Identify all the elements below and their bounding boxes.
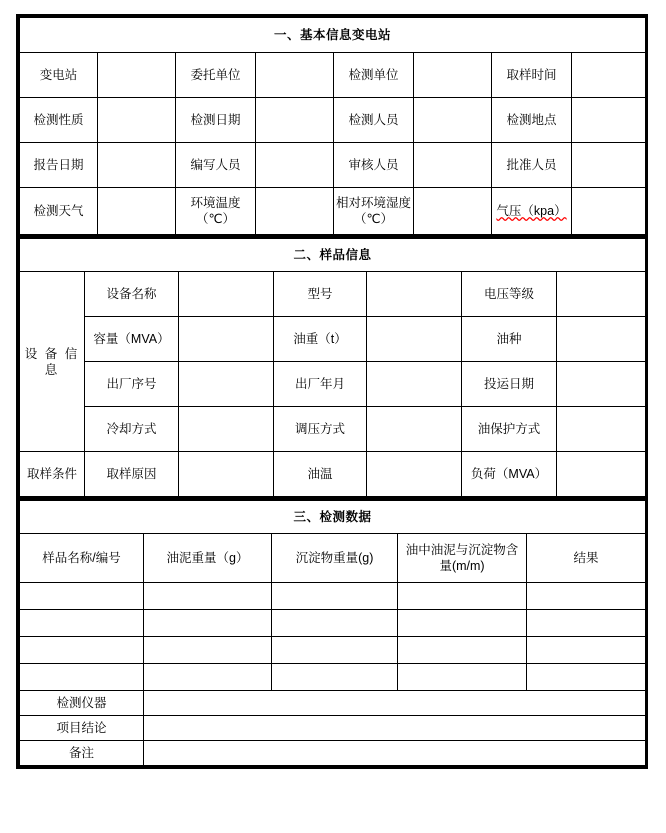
field-value-client-unit[interactable] — [256, 53, 334, 98]
field-value-reviewer[interactable] — [414, 143, 492, 188]
field-label-sampling-reason: 取样原因 — [85, 452, 179, 497]
section-basic-info — [19, 17, 645, 238]
table-row — [20, 637, 646, 664]
field-label-test-nature: 检测性质 — [20, 98, 98, 143]
field-label-writer: 编写人员 — [176, 143, 256, 188]
table-row — [20, 664, 646, 691]
column-header-result: 结果 — [527, 534, 646, 583]
cell-sample-name[interactable] — [20, 583, 144, 610]
sample-info-table — [19, 238, 646, 497]
table-row — [20, 452, 646, 497]
field-label-test-instrument: 检测仪器 — [20, 691, 144, 716]
field-value-substation[interactable] — [98, 53, 176, 98]
field-label-load: 负荷（MVA） — [462, 452, 557, 497]
field-label-reviewer: 审核人员 — [334, 143, 414, 188]
field-label-approver: 批准人员 — [492, 143, 572, 188]
field-label-commission-date: 投运日期 — [462, 362, 557, 407]
field-value-report-date[interactable] — [98, 143, 176, 188]
field-label-voltage-level: 电压等级 — [462, 272, 557, 317]
column-header-sediment-weight: 沉淀物重量(g) — [272, 534, 398, 583]
field-value-factory-serial[interactable] — [179, 362, 274, 407]
table-row — [20, 362, 646, 407]
cell-sample-name[interactable] — [20, 637, 144, 664]
field-value-manufacture-date[interactable] — [367, 362, 462, 407]
field-label-voltage-regulation: 调压方式 — [274, 407, 367, 452]
field-label-client-unit: 委托单位 — [176, 53, 256, 98]
field-label-report-date: 报告日期 — [20, 143, 98, 188]
field-label-testing-unit: 检测单位 — [334, 53, 414, 98]
field-label-relative-humidity: 相对环境湿度（℃） — [334, 188, 414, 235]
field-value-project-conclusion[interactable] — [144, 716, 646, 741]
field-value-air-pressure[interactable] — [572, 188, 646, 235]
field-label-oil-type: 油种 — [462, 317, 557, 362]
field-value-sampling-reason[interactable] — [179, 452, 274, 497]
cell-sample-name[interactable] — [20, 664, 144, 691]
field-value-approver[interactable] — [572, 143, 646, 188]
cell-result[interactable] — [527, 637, 646, 664]
cell-result[interactable] — [527, 610, 646, 637]
group-label-equipment-info: 设 备 信 息 — [20, 272, 85, 452]
column-header-sample-name: 样品名称/编号 — [20, 534, 144, 583]
table-header-row — [20, 534, 646, 583]
cell-sludge-weight[interactable] — [144, 610, 272, 637]
field-label-equipment-name: 设备名称 — [85, 272, 179, 317]
column-header-sludge-sediment-content: 油中油泥与沉淀物含量(m/m) — [398, 534, 527, 583]
field-value-equipment-name[interactable] — [179, 272, 274, 317]
cell-sediment-weight[interactable] — [272, 610, 398, 637]
table-row — [20, 741, 646, 766]
field-value-voltage-regulation[interactable] — [367, 407, 462, 452]
field-value-oil-temperature[interactable] — [367, 452, 462, 497]
field-value-commission-date[interactable] — [557, 362, 646, 407]
table-row — [20, 143, 646, 188]
section-heading-basic-info: 一、基本信息变电站 — [20, 18, 646, 53]
field-value-ambient-temperature[interactable] — [256, 188, 334, 235]
basic-info-table — [19, 17, 646, 235]
group-label-sampling-conditions: 取样条件 — [20, 452, 85, 497]
cell-sediment-weight[interactable] — [272, 637, 398, 664]
field-label-model: 型号 — [274, 272, 367, 317]
section-sample-info — [19, 238, 645, 500]
table-row — [20, 272, 646, 317]
field-label-manufacture-date: 出厂年月 — [274, 362, 367, 407]
field-label-ambient-temperature: 环境温度（℃） — [176, 188, 256, 235]
field-label-air-pressure-text: 气压（kpa） — [496, 204, 567, 218]
table-row — [20, 53, 646, 98]
field-label-oil-temperature: 油温 — [274, 452, 367, 497]
field-value-voltage-level[interactable] — [557, 272, 646, 317]
field-label-remarks: 备注 — [20, 741, 144, 766]
field-label-oil-weight: 油重（t） — [274, 317, 367, 362]
section-heading-row — [20, 239, 646, 272]
table-row — [20, 610, 646, 637]
section-heading-detection-data: 三、检测数据 — [20, 501, 646, 534]
cell-sludge-weight[interactable] — [144, 664, 272, 691]
field-label-weather: 检测天气 — [20, 188, 98, 235]
table-row — [20, 407, 646, 452]
cell-result[interactable] — [527, 664, 646, 691]
field-label-test-location: 检测地点 — [492, 98, 572, 143]
field-value-load[interactable] — [557, 452, 646, 497]
table-row — [20, 691, 646, 716]
cell-result[interactable] — [527, 583, 646, 610]
field-label-project-conclusion: 项目结论 — [20, 716, 144, 741]
table-row — [20, 317, 646, 362]
section-heading-row — [20, 18, 646, 53]
section-heading-row — [20, 501, 646, 534]
section-detection-data — [19, 500, 645, 766]
field-label-factory-serial: 出厂序号 — [85, 362, 179, 407]
field-value-oil-protection[interactable] — [557, 407, 646, 452]
cell-sludge-sediment-content[interactable] — [398, 664, 527, 691]
table-row — [20, 188, 646, 235]
field-value-test-instrument[interactable] — [144, 691, 646, 716]
field-value-test-date[interactable] — [256, 98, 334, 143]
cell-sediment-weight[interactable] — [272, 583, 398, 610]
form-outer-frame — [16, 14, 648, 769]
field-value-oil-type[interactable] — [557, 317, 646, 362]
field-value-capacity[interactable] — [179, 317, 274, 362]
field-value-test-location[interactable] — [572, 98, 646, 143]
table-row — [20, 98, 646, 143]
field-value-oil-weight[interactable] — [367, 317, 462, 362]
field-label-cooling-method: 冷却方式 — [85, 407, 179, 452]
field-label-substation: 变电站 — [20, 53, 98, 98]
field-label-oil-protection: 油保护方式 — [462, 407, 557, 452]
field-label-air-pressure — [492, 188, 572, 235]
field-value-test-personnel[interactable] — [414, 98, 492, 143]
cell-sludge-sediment-content[interactable] — [398, 610, 527, 637]
field-label-test-personnel: 检测人员 — [334, 98, 414, 143]
column-header-sludge-weight: 油泥重量（g） — [144, 534, 272, 583]
cell-sludge-weight[interactable] — [144, 637, 272, 664]
field-value-writer[interactable] — [256, 143, 334, 188]
field-label-test-date: 检测日期 — [176, 98, 256, 143]
field-label-capacity: 容量（MVA） — [85, 317, 179, 362]
table-row — [20, 583, 646, 610]
field-value-cooling-method[interactable] — [179, 407, 274, 452]
field-value-test-nature[interactable] — [98, 98, 176, 143]
field-value-relative-humidity[interactable] — [414, 188, 492, 235]
table-row — [20, 716, 646, 741]
field-value-testing-unit[interactable] — [414, 53, 492, 98]
cell-sediment-weight[interactable] — [272, 664, 398, 691]
field-value-sampling-time[interactable] — [572, 53, 646, 98]
cell-sludge-weight[interactable] — [144, 583, 272, 610]
field-value-remarks[interactable] — [144, 741, 646, 766]
section-heading-sample-info: 二、样品信息 — [20, 239, 646, 272]
field-value-weather[interactable] — [98, 188, 176, 235]
detection-data-table — [19, 500, 646, 766]
cell-sludge-sediment-content[interactable] — [398, 583, 527, 610]
cell-sample-name[interactable] — [20, 610, 144, 637]
field-value-model[interactable] — [367, 272, 462, 317]
field-label-sampling-time: 取样时间 — [492, 53, 572, 98]
cell-sludge-sediment-content[interactable] — [398, 637, 527, 664]
